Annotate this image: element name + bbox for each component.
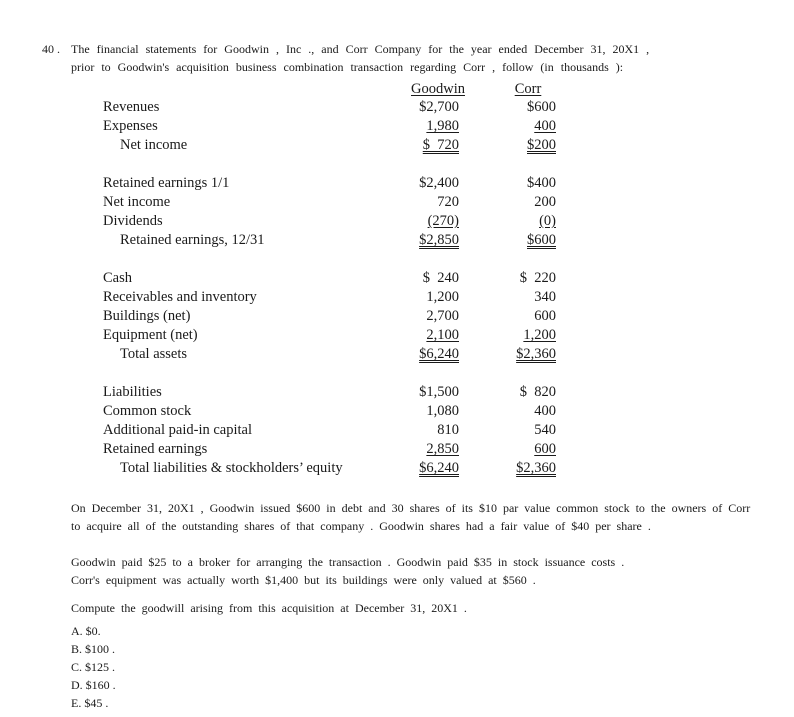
row-label: Buildings (net) [103, 308, 191, 324]
row-label: Revenues [103, 99, 160, 115]
row-label: Dividends [103, 213, 163, 229]
option-e[interactable]: E. $45 . [71, 696, 109, 710]
row-label: Retained earnings [103, 441, 208, 457]
option-c[interactable]: C. $125 . [71, 660, 116, 674]
row-label: Liabilities [103, 384, 162, 400]
row-label: Retained earnings, 12/31 [120, 232, 265, 248]
row-label: Additional paid-in capital [103, 422, 252, 438]
row-label: Common stock [103, 403, 192, 419]
row-label: Total liabilities & stockholders’ equity [120, 460, 343, 476]
question-line-1: The financial statements for Goodwin , Inc ., and Corr Company for the year ended December 31, 20X1 , [71, 42, 650, 56]
scenario-paragraph-1: On December 31, 20X1 , Goodwin issued $600 in debt and 30 shares of its $10 par value common stock to the owners of Corr to acquire all of the outstanding shares of that company . Goodwin shares had a fair value of $40 per share . [71, 501, 751, 533]
goodwin-value: $1,500 [419, 384, 459, 400]
goodwin-value: 2,700 [426, 308, 459, 324]
corr-value: $ 820 [519, 384, 556, 400]
row-label: Total assets [120, 346, 188, 362]
goodwin-value: $6,240 [419, 346, 459, 362]
row-label: Receivables and inventory [103, 289, 257, 305]
question-number: 40 . [42, 42, 60, 56]
column-header-corr: Corr [514, 81, 542, 97]
corr-value: $ 220 [519, 270, 556, 286]
corr-value: 400 [534, 403, 556, 419]
goodwin-value: (270) [427, 213, 459, 229]
corr-value: 400 [534, 118, 556, 134]
goodwin-value: 810 [437, 422, 459, 438]
goodwin-value: $ 720 [422, 137, 459, 153]
goodwin-value: $2,700 [419, 99, 459, 115]
option-a[interactable]: A. $0. [71, 624, 101, 638]
goodwin-value: 1,080 [426, 403, 459, 419]
corr-value: 200 [534, 194, 556, 210]
corr-value: (0) [539, 213, 556, 229]
row-label: Net income [120, 137, 188, 153]
scenario-paragraph-2a: Goodwin paid $25 to a broker for arranging the transaction . Goodwin paid $35 in stock issuance costs . [71, 555, 625, 569]
goodwin-value: 1,200 [426, 289, 459, 305]
corr-value: $2,360 [516, 346, 556, 362]
option-d[interactable]: D. $160 . [71, 678, 116, 692]
goodwin-value: $6,240 [419, 460, 459, 476]
row-label: Net income [103, 194, 171, 210]
corr-value: 540 [534, 422, 556, 438]
option-b[interactable]: B. $100 . [71, 642, 116, 656]
corr-value: $200 [527, 137, 556, 153]
goodwin-value: 2,850 [426, 441, 459, 457]
row-label: Retained earnings 1/1 [103, 175, 230, 191]
corr-value: 340 [534, 289, 556, 305]
corr-value: $600 [527, 99, 556, 115]
corr-value: $600 [527, 232, 556, 248]
goodwin-value: 1,980 [426, 118, 459, 134]
question-prompt: Compute the goodwill arising from this acquisition at December 31, 20X1 . [71, 601, 467, 615]
corr-value: 600 [534, 308, 556, 324]
goodwin-value: $ 240 [422, 270, 459, 286]
column-header-goodwin: Goodwin [411, 81, 465, 97]
corr-value: $2,360 [516, 460, 556, 476]
scenario-paragraph-2b: Corr's equipment was actually worth $1,400 but its buildings were only valued at $560 . [71, 573, 536, 587]
row-label: Equipment (net) [103, 327, 198, 343]
goodwin-value: $2,850 [419, 232, 459, 248]
goodwin-value: 720 [437, 194, 459, 210]
goodwin-value: 2,100 [426, 327, 459, 343]
goodwin-value: $2,400 [419, 175, 459, 191]
corr-value: 600 [534, 441, 556, 457]
corr-value: $400 [527, 175, 556, 191]
row-label: Cash [103, 270, 132, 286]
row-label: Expenses [103, 118, 158, 134]
corr-value: 1,200 [523, 327, 556, 343]
question-line-2: prior to Goodwin's acquisition business combination transaction regarding Corr , follow (in thousands ): [71, 60, 624, 74]
